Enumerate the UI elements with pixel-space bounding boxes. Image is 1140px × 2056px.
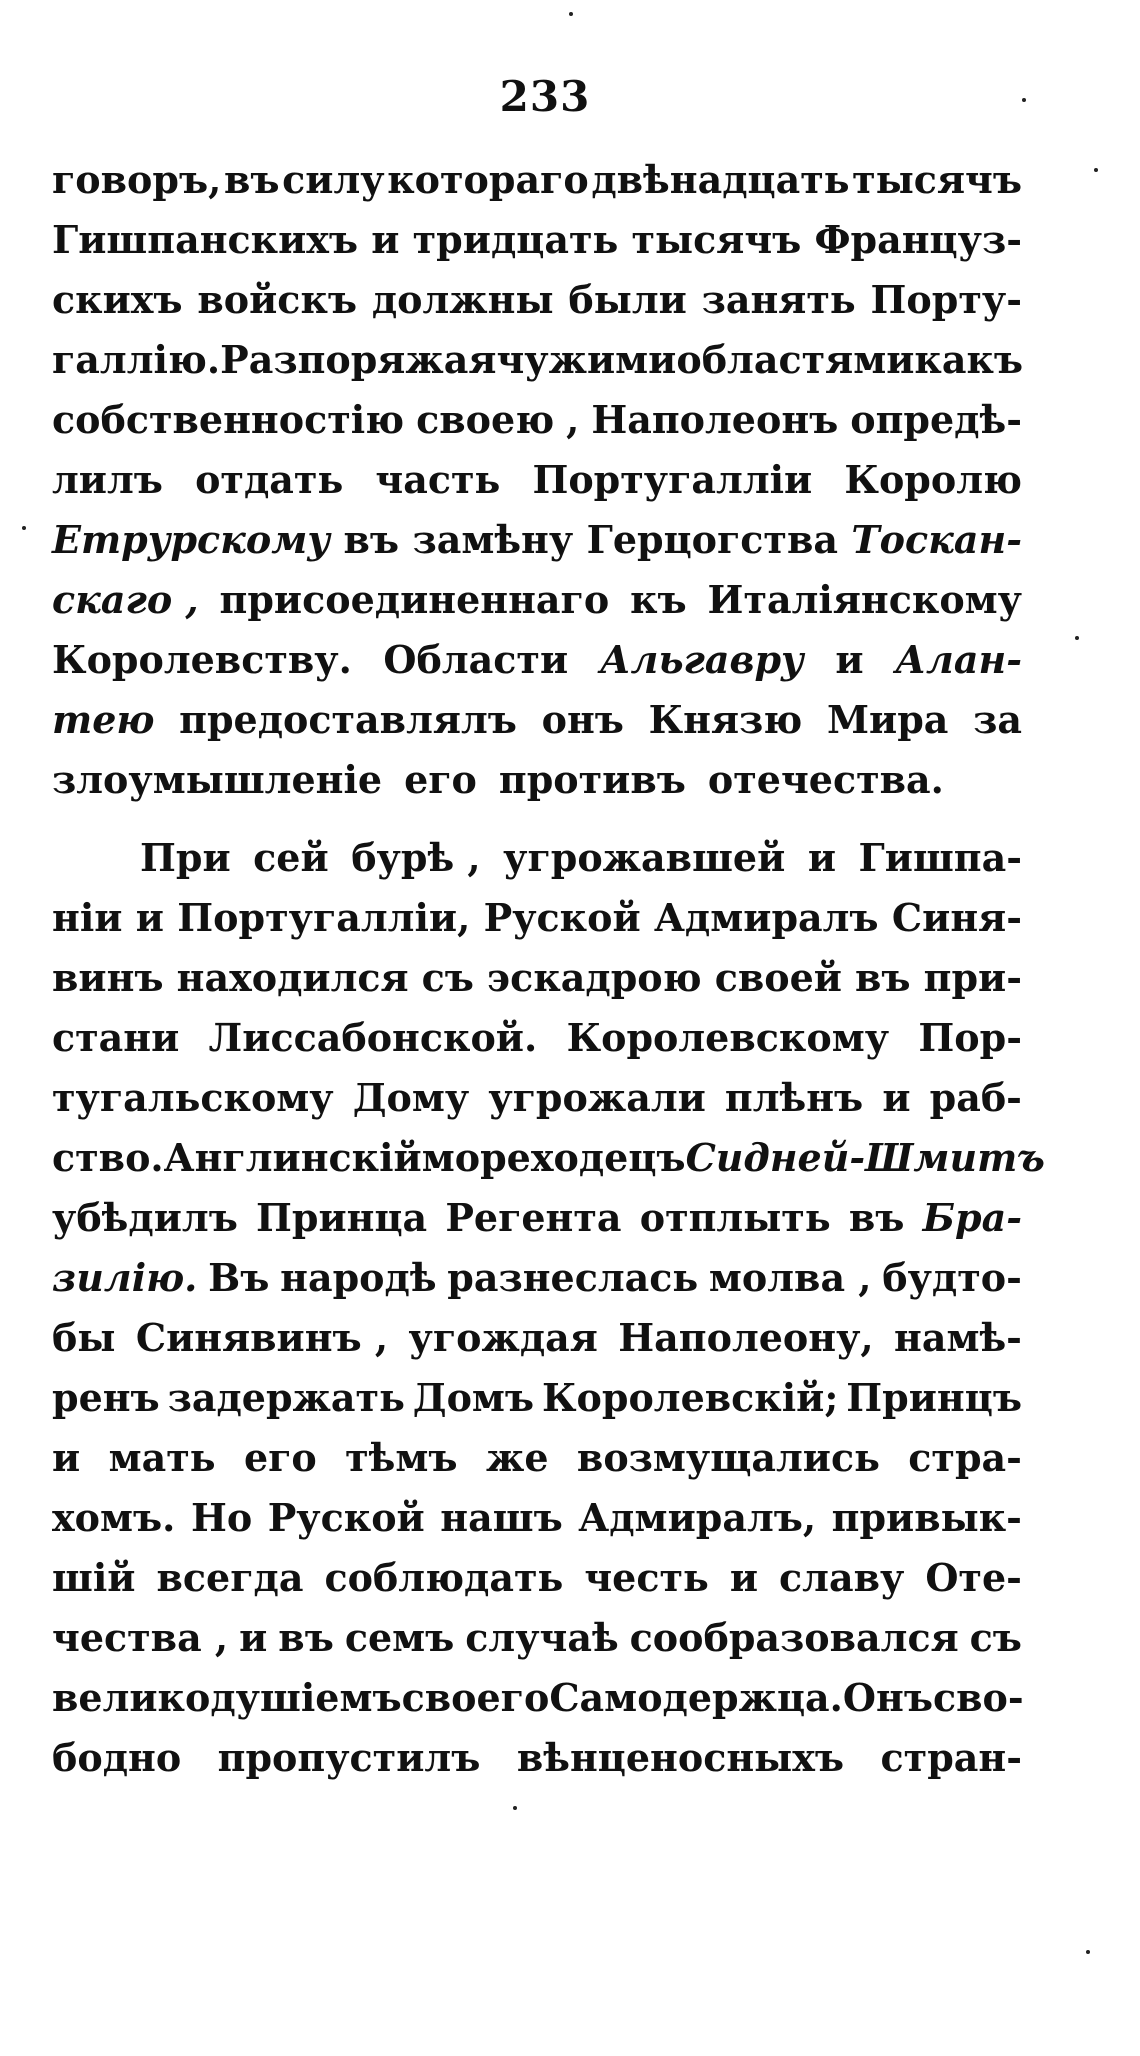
word: въ	[855, 955, 911, 1000]
word: пропустилъ	[217, 1735, 481, 1780]
word: хомъ.	[52, 1495, 176, 1540]
word: Домъ	[412, 1375, 535, 1420]
word: Принца	[256, 1195, 428, 1240]
print-speck	[1075, 636, 1079, 640]
word: Разпоряжая	[220, 337, 497, 382]
word: тѣмъ	[345, 1435, 458, 1480]
word: мать	[108, 1435, 216, 1480]
paragraph-gap	[52, 810, 1022, 828]
word: войскъ	[197, 277, 358, 322]
word: Регента	[445, 1195, 622, 1240]
word: Гишпанскихъ	[52, 217, 359, 262]
italic-word: скаго ,	[52, 577, 199, 622]
italic-word: Бра-	[922, 1195, 1022, 1240]
text-line	[52, 1668, 1022, 1728]
word: Руской	[483, 895, 641, 940]
word: случаѣ	[465, 1615, 619, 1660]
text-line	[52, 330, 1022, 390]
body-text	[52, 150, 1045, 1788]
word: сей	[253, 835, 329, 880]
word: тысячъ	[631, 217, 802, 262]
word: отдать	[195, 457, 344, 502]
word: ренъ	[52, 1375, 160, 1420]
word: раб-	[929, 1075, 1022, 1120]
word: силу	[282, 157, 385, 202]
word: и	[807, 835, 836, 880]
text-line	[52, 390, 1022, 450]
text-line	[52, 1548, 1022, 1608]
word: Королю	[844, 457, 1022, 502]
text-line	[52, 630, 1022, 690]
word: мореходецъ	[421, 1135, 686, 1180]
word: тридцать	[412, 217, 619, 262]
word: разнеслась	[447, 1255, 699, 1300]
word: какъ	[914, 337, 1024, 382]
word: всегда	[156, 1555, 304, 1600]
word: семъ	[344, 1615, 455, 1660]
word: часть	[375, 457, 501, 502]
word: Но	[190, 1495, 253, 1540]
word: плѣнъ	[724, 1075, 864, 1120]
word: же	[485, 1435, 549, 1480]
italic-word: Альгавру	[599, 637, 804, 682]
word: и	[729, 1555, 759, 1600]
word: скихъ	[52, 277, 183, 322]
word: бы	[52, 1315, 116, 1360]
word: шій	[52, 1555, 136, 1600]
word: Руской	[267, 1495, 425, 1540]
word: съ	[421, 955, 474, 1000]
word: ство.	[52, 1135, 164, 1180]
text-line	[52, 150, 1022, 210]
word: занять	[701, 277, 856, 322]
word: ,	[566, 397, 580, 442]
word: сво-	[932, 1675, 1024, 1720]
word: Наполеонъ	[591, 397, 839, 442]
word: Португалліи,	[177, 895, 471, 940]
word: его	[243, 1435, 317, 1480]
print-speck	[513, 1806, 517, 1810]
word: убѣдилъ	[52, 1195, 238, 1240]
text-line	[52, 1488, 1022, 1548]
word: Англинскій	[163, 1135, 422, 1180]
word: и	[371, 217, 400, 262]
word: областями	[676, 337, 915, 382]
text-line	[52, 1728, 1022, 1788]
text-line	[52, 888, 1022, 948]
word: великодушіемъ	[52, 1675, 402, 1720]
word: и	[52, 1435, 81, 1480]
page-number: 233	[499, 72, 591, 121]
text-line	[52, 1188, 1022, 1248]
word: въ	[343, 517, 400, 562]
word: отечества.	[707, 757, 944, 802]
word: Гишпа-	[858, 835, 1022, 880]
word: чества ,	[52, 1615, 229, 1660]
word: котораго	[387, 157, 589, 202]
word: честь	[584, 1555, 709, 1600]
print-speck	[1086, 1950, 1090, 1954]
word: Адмиралъ	[653, 895, 879, 940]
word: стран-	[880, 1735, 1022, 1780]
word: нашъ	[440, 1495, 563, 1540]
word: лилъ	[52, 457, 163, 502]
print-speck	[569, 12, 573, 16]
word: угрожали	[488, 1075, 706, 1120]
text-line	[52, 750, 1022, 810]
text-line	[52, 1248, 1022, 1308]
word: Италіянскому	[707, 577, 1022, 622]
word: Мира	[826, 697, 949, 742]
word: къ	[630, 577, 687, 622]
italic-word: Сидней-Шмитъ	[685, 1135, 1045, 1180]
word: замѣну	[412, 517, 574, 562]
word: Пор-	[918, 1015, 1022, 1060]
text-line	[52, 510, 1022, 570]
word: и	[239, 1615, 268, 1660]
text-line	[52, 828, 1022, 888]
word: двѣнадцать	[591, 157, 850, 202]
word: Самодержца.	[549, 1675, 843, 1720]
word: Оте-	[925, 1555, 1022, 1600]
word: за	[973, 697, 1022, 742]
print-speck	[22, 526, 26, 530]
word: Князю	[648, 697, 803, 742]
word: возмущались	[576, 1435, 880, 1480]
word: соблюдать	[324, 1555, 564, 1600]
word: своею	[416, 397, 555, 442]
word: присоединеннаго	[219, 577, 610, 622]
word: эскадрою	[487, 955, 702, 1000]
text-line	[52, 1368, 1022, 1428]
word: бурѣ ,	[351, 835, 481, 880]
word: находился	[176, 955, 409, 1000]
italic-word: зилію.	[52, 1255, 198, 1300]
word: Королевскій;	[541, 1375, 839, 1420]
word: Королевскому	[566, 1015, 890, 1060]
word: Въ	[208, 1255, 270, 1300]
word: Синявинъ ,	[135, 1315, 389, 1360]
word: Наполеону,	[618, 1315, 874, 1360]
word: угрожавшей	[503, 835, 786, 880]
text-line	[52, 948, 1022, 1008]
word: Адмиралъ,	[578, 1495, 817, 1540]
word: собственностію	[52, 397, 405, 442]
word: Португалліи	[532, 457, 813, 502]
word: Француз-	[814, 217, 1022, 262]
word: и	[135, 895, 164, 940]
word: при-	[923, 955, 1022, 1000]
word: задержать	[167, 1375, 405, 1420]
word: и	[882, 1075, 911, 1120]
word: опредѣ-	[850, 397, 1022, 442]
word: Принцъ	[846, 1375, 1022, 1420]
italic-word: тею	[52, 697, 155, 742]
italic-word: Етрурскому	[52, 517, 331, 562]
text-line	[52, 450, 1022, 510]
word: предоставлялъ	[179, 697, 517, 742]
word: Области	[383, 637, 569, 682]
word: стра-	[908, 1435, 1022, 1480]
word: винъ	[52, 955, 164, 1000]
word: бодно	[52, 1735, 182, 1780]
word: тысячъ	[852, 157, 1022, 202]
word: говоръ,	[52, 157, 222, 202]
word: злоумышленіе	[52, 757, 383, 802]
text-line	[52, 270, 1022, 330]
word: противъ	[498, 757, 686, 802]
text-line	[52, 1308, 1022, 1368]
word: были	[568, 277, 687, 322]
print-speck	[1022, 98, 1026, 102]
word: вѣнценосныхъ	[516, 1735, 845, 1780]
word: въ	[278, 1615, 334, 1660]
text-line	[52, 1428, 1022, 1488]
text-line	[52, 210, 1022, 270]
word: своей	[714, 955, 842, 1000]
italic-word: Тоскан-	[851, 517, 1022, 562]
word: галлію.	[52, 337, 221, 382]
word: стани	[52, 1015, 180, 1060]
word: тугальскому	[52, 1075, 334, 1120]
word: своего	[401, 1675, 550, 1720]
word: Дому	[352, 1075, 470, 1120]
word: Синя-	[891, 895, 1022, 940]
word: привык-	[831, 1495, 1022, 1540]
word: въ	[848, 1195, 905, 1240]
text-line	[52, 1008, 1022, 1068]
word: Лиссабонской.	[208, 1015, 538, 1060]
word: намѣ-	[894, 1315, 1022, 1360]
word: Онъ	[842, 1675, 933, 1720]
text-line	[52, 1068, 1022, 1128]
word: Порту-	[870, 277, 1022, 322]
italic-word: Алан-	[895, 637, 1022, 682]
word: молва ,	[708, 1255, 872, 1300]
word: его	[404, 757, 477, 802]
word: славу	[779, 1555, 905, 1600]
word: чужими	[496, 337, 677, 382]
word: сообразовался	[629, 1615, 959, 1660]
word: отплыть	[639, 1195, 831, 1240]
word: съ	[969, 1615, 1022, 1660]
word: Королевству.	[52, 637, 352, 682]
word: Герцогства	[586, 517, 838, 562]
word: должны	[371, 277, 554, 322]
word: угождая	[408, 1315, 598, 1360]
text-line	[52, 690, 1022, 750]
word: ніи	[52, 895, 123, 940]
word: будто-	[882, 1255, 1022, 1300]
text-line	[52, 1608, 1022, 1668]
word: въ	[223, 157, 280, 202]
word: и	[835, 637, 864, 682]
word: онъ	[541, 697, 624, 742]
text-line	[52, 570, 1022, 630]
print-speck	[1094, 168, 1098, 172]
word: народѣ	[280, 1255, 437, 1300]
word: При	[140, 835, 231, 880]
text-line	[52, 1128, 1045, 1188]
